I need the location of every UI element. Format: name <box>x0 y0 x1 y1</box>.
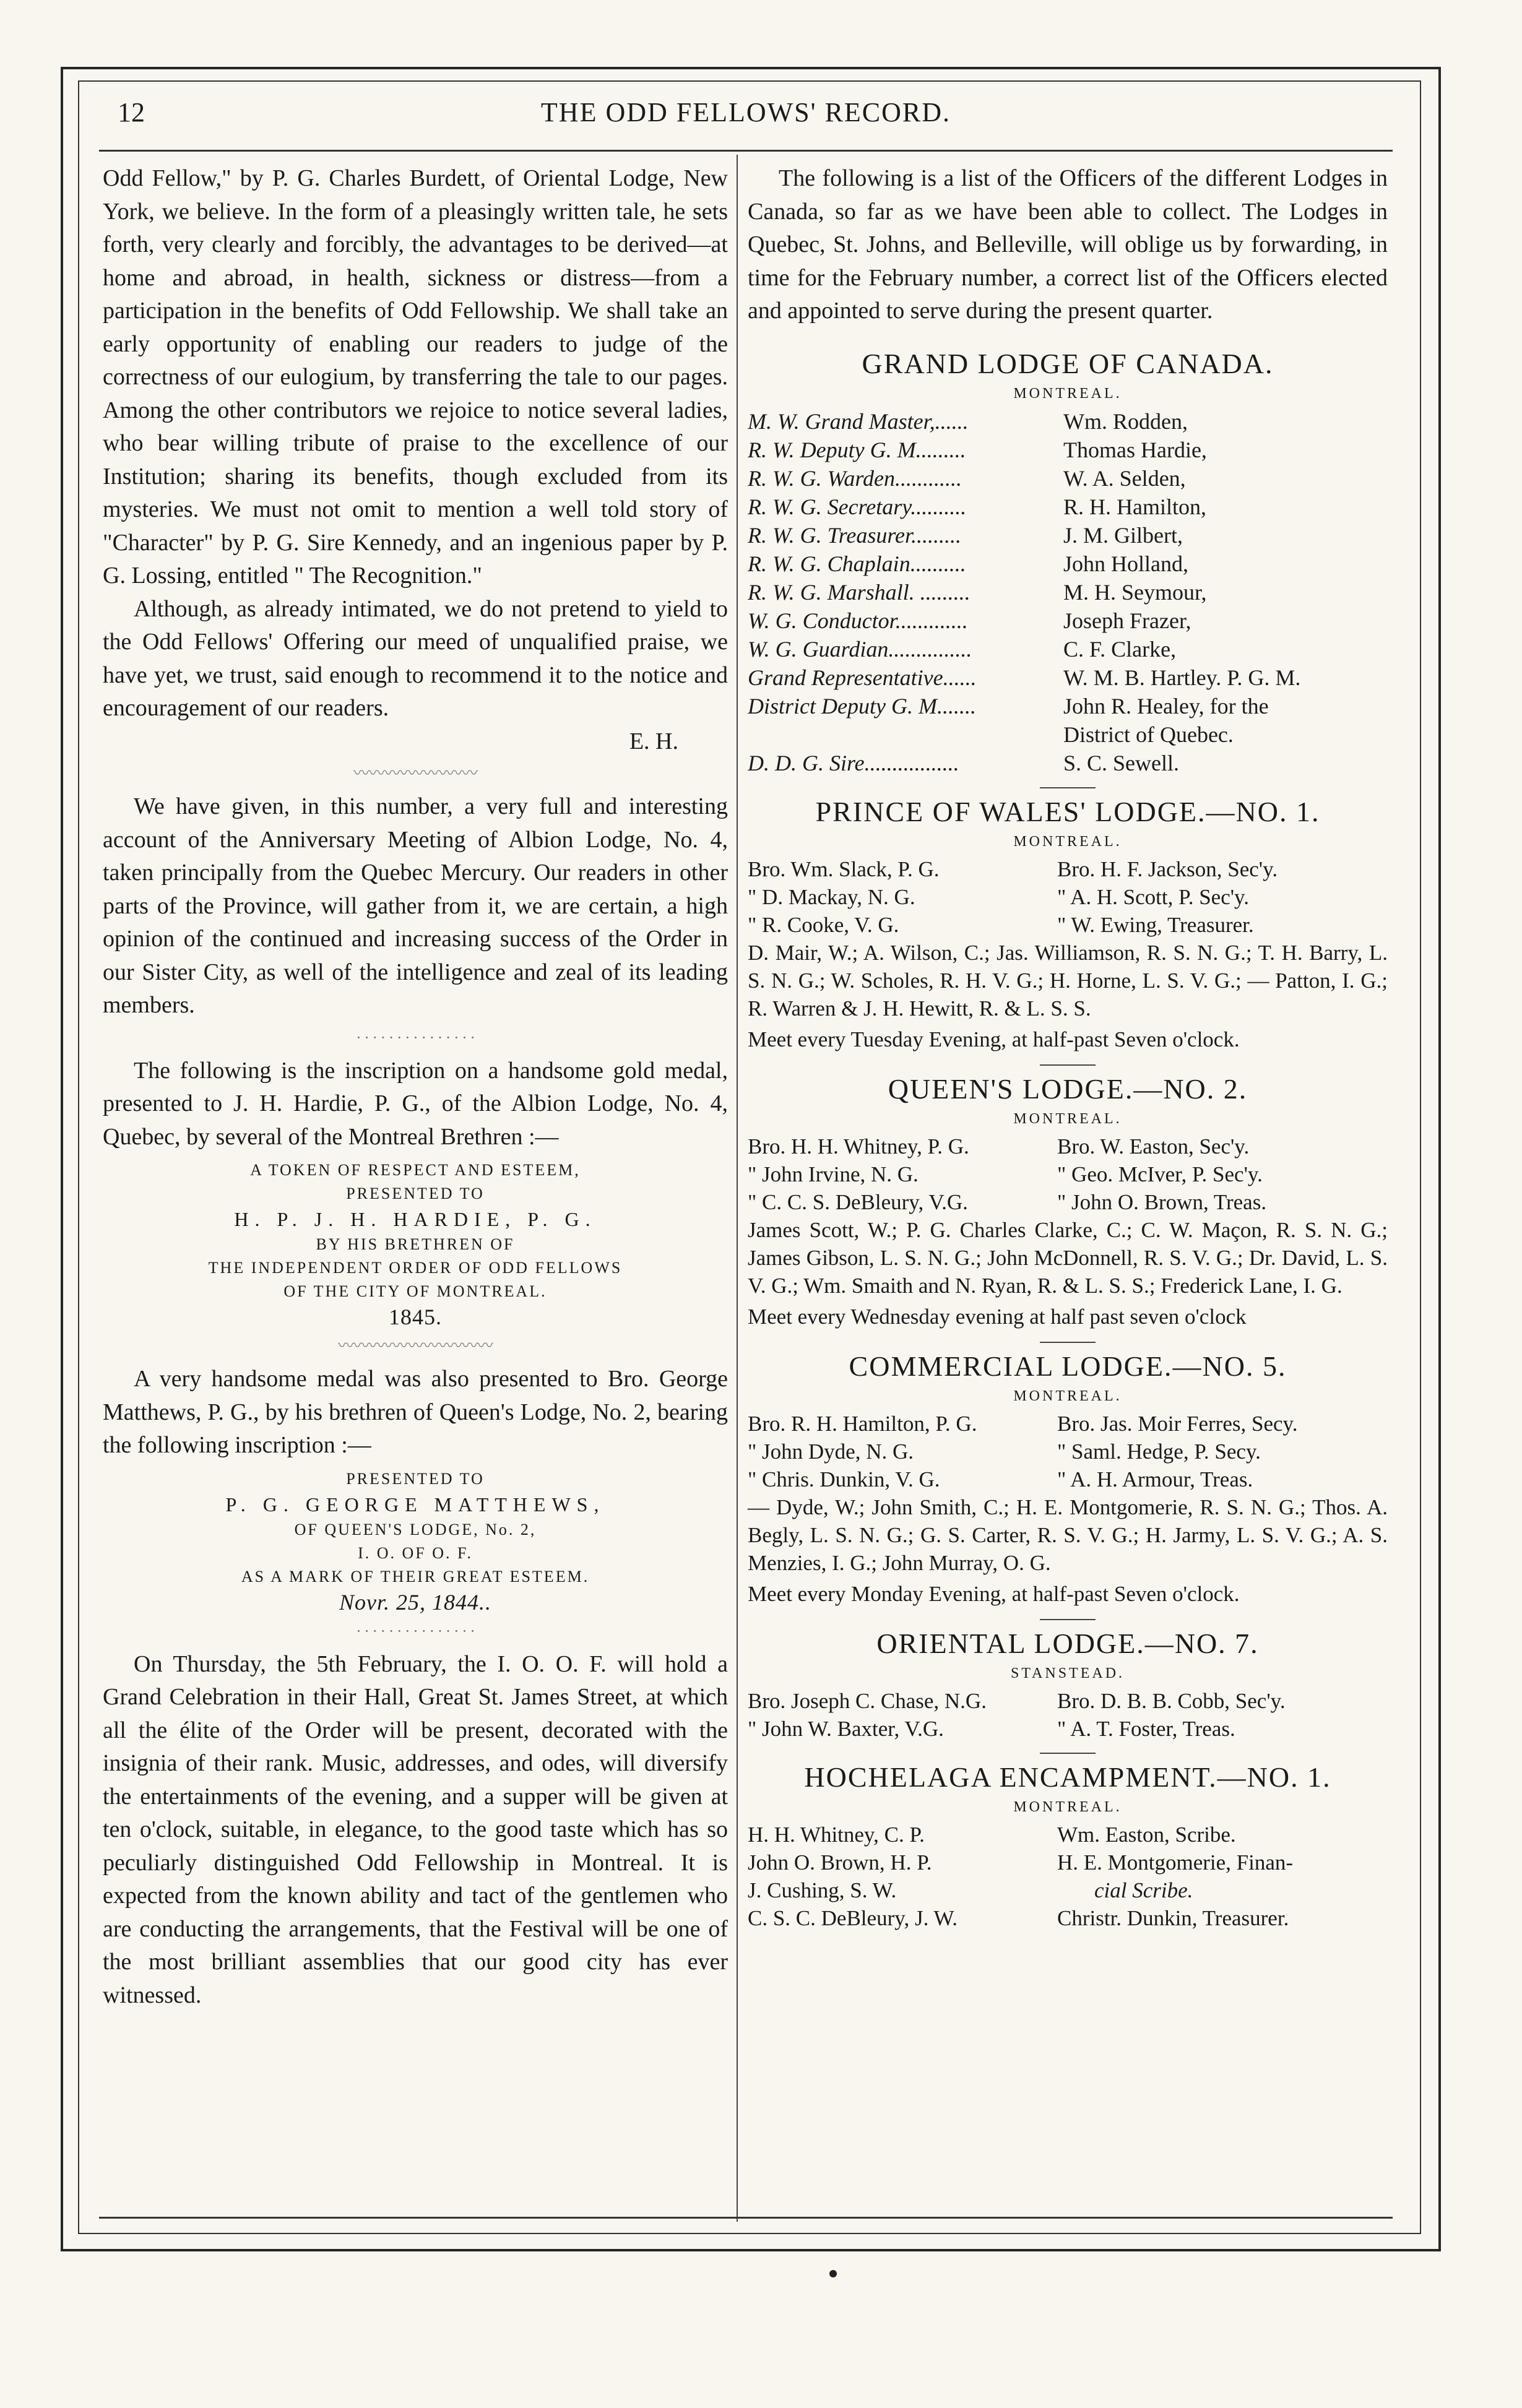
officer-name: S. C. Sewell. <box>1063 750 1180 775</box>
officer-title: W. G. Conductor............. <box>748 608 968 633</box>
member-left: " Chris. Dunkin, V. G. <box>748 1467 940 1491</box>
officer-title: D. D. G. Sire................. <box>748 750 959 775</box>
member-right: Bro. H. F. Jackson, Sec'y. <box>1057 857 1278 881</box>
flourish-divider: 〰〰〰〰〰〰〰〰 <box>353 764 477 782</box>
officer-row <box>748 407 1388 436</box>
lodge-title: PRINCE OF WALES' LODGE.—NO. 1. <box>815 795 1320 827</box>
paragraph-matthews-medal: A very handsome medal was also presented to Bro. George Matthews, P. G., by his brethren of Queen's Lodge, No. 2, bearing the following inscription :— <box>103 1366 728 1458</box>
member-row <box>748 883 1388 911</box>
inscription-line: P. G. GEORGE MATTHEWS, <box>225 1493 605 1516</box>
lodge-title: QUEEN'S LODGE.—NO. 2. <box>888 1072 1248 1105</box>
section-rule <box>1040 1619 1096 1620</box>
inscription-line: BY HIS BRETHREN OF <box>316 1235 515 1253</box>
officer-title: R. W. G. Secretary.......... <box>748 494 967 519</box>
officer-row <box>748 493 1388 521</box>
member-row <box>748 1687 1388 1715</box>
lodge-place: MONTREAL. <box>1013 1798 1122 1815</box>
officer-name: W. M. B. Hartley. P. G. M. <box>1063 665 1301 690</box>
member-left: " R. Cooke, V. G. <box>748 912 899 937</box>
officer-name-continued: District of Quebec. <box>1063 722 1234 747</box>
inscription-line: AS A MARK OF THEIR GREAT ESTEEM. <box>241 1567 590 1586</box>
officer-row <box>748 749 1388 777</box>
paragraph-grand-celebration: On Thursday, the 5th February, the I. O. O. F. will hold a Grand Celebration in their Hall, Great St. James Street, at which all the élite of the Order will be present, decorated with the insignia of their rank. Music, addresses, and odes, will diversify the entertainments of the evening, and a supper will be given at ten o'clock, suitable, in elegance, to the good taste which has so peculiarly distinguished Odd Fellowship in Montreal. It is expected from the known ability and tact of the gentlemen who are conducting the arrangements, that the Festival will be one of the most brilliant assemblies that our good city has ever witnessed. <box>103 1651 728 2008</box>
officer-row <box>748 692 1388 720</box>
member-list: James Scott, W.; P. G. Charles Clarke, C.; C. W. Maçon, R. S. N. G.; James Gibson, L. S. N. G.; John McDonnell, R. S. V. G.; Dr. David, L. S. V. G.; Wm. Smaith and N. Ryan, R. & L. S. S.; Frederick Lane, I. G. <box>748 1217 1388 1298</box>
member-row <box>748 1876 1388 1904</box>
section-queens-lodge <box>748 1071 1388 1343</box>
officer-row <box>748 436 1388 464</box>
officer-title: Grand Representative...... <box>748 665 977 690</box>
officer-name: Wm. Rodden, <box>1063 408 1188 434</box>
inscription-date: Novr. 25, 1844.. <box>339 1589 491 1615</box>
member-row <box>748 1465 1388 1493</box>
member-row <box>748 1821 1388 1849</box>
member-right: cial Scribe. <box>1094 1878 1193 1902</box>
officer-title: M. W. Grand Master,...... <box>748 408 969 434</box>
member-right: Bro. W. Easton, Sec'y. <box>1057 1134 1250 1159</box>
member-left: John O. Brown, H. P. <box>748 1850 932 1875</box>
section-rule <box>1040 1064 1096 1066</box>
running-title: THE ODD FELLOWS' RECORD. <box>540 97 951 127</box>
officer-row <box>748 578 1388 606</box>
member-right: Bro. D. B. B. Cobb, Sec'y. <box>1057 1688 1286 1713</box>
member-left: H. H. Whitney, C. P. <box>748 1822 925 1847</box>
officer-title: R. W. G. Marshall. ......... <box>748 579 971 605</box>
section-oriental-lodge <box>748 1625 1388 1754</box>
meeting-time: Meet every Monday Evening, at half-past Seven o'clock. <box>748 1581 1240 1606</box>
inscription-line: PRESENTED TO <box>346 1469 485 1488</box>
page-mark <box>829 2270 837 2277</box>
lodge-title: HOCHELAGA ENCAMPMENT.—NO. 1. <box>804 1761 1331 1793</box>
officer-row <box>748 521 1388 550</box>
member-right: " A. T. Foster, Treas. <box>1057 1716 1235 1741</box>
section-prince-of-wales-lodge <box>748 793 1388 1066</box>
left-column <box>103 162 728 2012</box>
member-left: Bro. Wm. Slack, P. G. <box>748 857 940 881</box>
member-right: " W. Ewing, Treasurer. <box>1057 912 1254 937</box>
member-list: — Dyde, W.; John Smith, C.; H. E. Montgomerie, R. S. N. G.; Thos. A. Begly, L. S. N. G.; G. S. Carter, R. S. V. G.; H. Jarmy, L. S. V. G.; A. S. Menzies, I. G.; John Murray, O. G. <box>748 1495 1388 1575</box>
inscription-line: PRESENTED TO <box>346 1185 485 1202</box>
footer-rule <box>99 2217 1393 2219</box>
member-row <box>748 1160 1388 1188</box>
flourish-divider: 〰〰〰〰〰〰〰〰〰〰 <box>337 1337 493 1355</box>
member-left: Bro. Joseph C. Chase, N.G. <box>748 1688 987 1713</box>
section-rule <box>1040 1342 1096 1343</box>
member-left: " John W. Baxter, V.G. <box>748 1716 944 1741</box>
member-row <box>748 1188 1388 1216</box>
officer-row <box>748 464 1388 493</box>
inscription-line: THE INDEPENDENT ORDER OF ODD FELLOWS <box>208 1259 623 1277</box>
member-row <box>748 1438 1388 1465</box>
member-row <box>748 1715 1388 1743</box>
inscription-matthews <box>103 1467 728 1616</box>
member-row <box>748 1133 1388 1160</box>
page-number: 12 <box>118 97 145 127</box>
member-right: " A. H. Scott, P. Sec'y. <box>1057 884 1250 909</box>
lodge-place: MONTREAL. <box>1013 1110 1122 1127</box>
officer-name: John Holland, <box>1063 551 1188 576</box>
member-left: " John Dyde, N. G. <box>748 1439 914 1464</box>
page-header <box>99 93 1393 142</box>
officer-name: M. H. Seymour, <box>1063 579 1207 605</box>
inscription-line: A TOKEN OF RESPECT AND ESTEEM, <box>250 1161 581 1179</box>
member-right: " Saml. Hedge, P. Secy. <box>1057 1439 1261 1464</box>
member-row <box>748 1904 1388 1932</box>
member-right: Christr. Dunkin, Treasurer. <box>1057 1905 1289 1930</box>
paragraph-hardie-medal: The following is the inscription on a handsome gold medal, presented to J. H. Hardie, P. G., of the Albion Lodge, No. 4, Quebec, by several of the Montreal Brethren :— <box>103 1057 728 1150</box>
meeting-time: Meet every Wednesday evening at half past seven o'clock <box>748 1304 1247 1329</box>
lodge-place: MONTREAL. <box>1013 1387 1122 1404</box>
lodge-place: MONTREAL. <box>1013 833 1122 850</box>
section-grand-lodge <box>748 345 1388 788</box>
member-row <box>748 911 1388 939</box>
officer-title: W. G. Guardian............... <box>748 636 972 662</box>
officer-title: R. W. G. Treasurer......... <box>748 522 962 548</box>
section-rule <box>1040 1753 1096 1754</box>
paragraph-albion-meeting: We have given, in this number, a very full and interesting account of the Anniversary Meeting of Albion Lodge, No. 4, taken principally from the Quebec Mercury. Our readers in other parts of the Province, will gather from it, we are certain, a high opinion of the continued and increasing success of the Order in our Sister City, as well of the intelligence and zeal of its leading members. <box>103 793 728 1018</box>
member-right: " John O. Brown, Treas. <box>1057 1189 1267 1214</box>
paragraph-officers-intro: The following is a list of the Officers of the different Lodges in Canada, so far as we have been able to collect. The Lodges in Quebec, St. Johns, and Belleville, will oblige us by forwarding, in time for the February number, a correct list of the Officers elected and appointed to serve during the present quarter. <box>748 165 1388 324</box>
officer-row <box>748 663 1388 692</box>
column-divider <box>737 155 738 2222</box>
member-right: Bro. Jas. Moir Ferres, Secy. <box>1057 1411 1298 1436</box>
lodge-title: GRAND LODGE OF CANADA. <box>862 347 1274 379</box>
officer-name: John R. Healey, for the <box>1063 693 1269 719</box>
member-right: " Geo. McIver, P. Sec'y. <box>1057 1162 1263 1186</box>
inscription-line: I. O. OF O. F. <box>358 1543 473 1562</box>
lodge-place: STANSTEAD. <box>1010 1665 1125 1681</box>
officer-name: J. M. Gilbert, <box>1063 522 1183 548</box>
member-left: " D. Mackay, N. G. <box>748 884 915 909</box>
section-rule <box>1040 787 1096 788</box>
officer-row <box>748 635 1388 663</box>
section-commercial-lodge <box>748 1348 1388 1620</box>
officer-name: Thomas Hardie, <box>1063 437 1207 462</box>
lodge-title: ORIENTAL LODGE.—NO. 7. <box>876 1627 1259 1659</box>
lodge-place: MONTREAL. <box>1013 385 1122 402</box>
officer-title: District Deputy G. M....... <box>748 693 976 719</box>
inscription-year: 1845. <box>389 1305 442 1329</box>
officer-title: R. W. Deputy G. M......... <box>748 437 966 462</box>
lodge-title: COMMERCIAL LODGE.—NO. 5. <box>849 1350 1287 1382</box>
officer-name: W. A. Selden, <box>1063 465 1186 491</box>
officer-name: Joseph Frazer, <box>1063 608 1191 633</box>
inscription-hardie <box>103 1159 728 1331</box>
inscription-line: OF THE CITY OF MONTREAL. <box>283 1282 547 1300</box>
meeting-time: Meet every Tuesday Evening, at half-past Seven o'clock. <box>748 1027 1240 1051</box>
member-list: D. Mair, W.; A. Wilson, C.; Jas. Williamson, R. S. N. G.; T. H. Barry, L. S. N. G.; W. Scholes, R. H. V. G.; H. Horne, L. S. V. G.; — Patton, I. G.; R. Warren & J. H. Hewitt, R. & L. S. S. <box>748 940 1388 1021</box>
member-left: " John Irvine, N. G. <box>748 1162 919 1186</box>
paragraph-praise: Although, as already intimated, we do not pretend to yield to the Odd Fellows' Offering our meed of unqualified praise, we have yet, we trust, said enough to recommend it to the notice and encouragement of our readers. <box>103 595 728 721</box>
member-right: " A. H. Armour, Treas. <box>1057 1467 1253 1491</box>
signature: E. H. <box>629 728 678 754</box>
officer-name: C. F. Clarke, <box>1063 636 1177 662</box>
officer-title: R. W. G. Warden............ <box>748 465 962 491</box>
member-left: Bro. H. H. Whitney, P. G. <box>748 1134 969 1159</box>
member-row <box>748 1410 1388 1438</box>
right-column <box>748 162 1388 1932</box>
inscription-line: H. P. J. H. HARDIE, P. G. <box>234 1208 597 1230</box>
member-right: Wm. Easton, Scribe. <box>1057 1822 1236 1847</box>
member-row <box>748 1849 1388 1876</box>
member-left: C. S. C. DeBleury, J. W. <box>748 1905 958 1930</box>
member-right: H. E. Montgomerie, Finan- <box>1057 1850 1294 1875</box>
paragraph-offering-review: Odd Fellow," by P. G. Charles Burdett, of Oriental Lodge, New York, we believe. In the form of a pleasingly written tale, he sets forth, very clearly and forcibly, the advantages to be derived—at home and abroad, in health, sickness or distress—from a participation in the benefits of Odd Fellowship. We shall take an early opportunity of enabling our readers to judge of the correctness of our eulogium, by transferring the tale to our pages. Among the other contributors we rejoice to notice several ladies, who bear willing tribute of praise to the excellence of our Institution; sharing its benefits, though excluded from its mysteries. We must not omit to mention a well told story of "Character" by P. G. Sire Kennedy, and an ingenious paper by P. G. Lossing, entitled " The Recognition." <box>103 165 728 589</box>
member-left: " C. C. S. DeBleury, V.G. <box>748 1189 968 1214</box>
section-hochelaga-encampment <box>748 1759 1388 1932</box>
officer-row <box>748 550 1388 578</box>
officer-title: R. W. G. Chaplain.......... <box>748 551 966 576</box>
member-row <box>748 855 1388 883</box>
inscription-line: OF QUEEN'S LODGE, No. 2, <box>294 1520 537 1538</box>
member-left: Bro. R. H. Hamilton, P. G. <box>748 1411 977 1436</box>
officer-row <box>748 606 1388 635</box>
member-left: J. Cushing, S. W. <box>748 1878 897 1902</box>
dotted-divider: · · · · · · · · · · · · · · · <box>356 1028 475 1046</box>
dotted-divider: · · · · · · · · · · · · · · · <box>356 1621 475 1640</box>
officer-name: R. H. Hamilton, <box>1063 494 1206 519</box>
header-rule <box>99 150 1393 152</box>
